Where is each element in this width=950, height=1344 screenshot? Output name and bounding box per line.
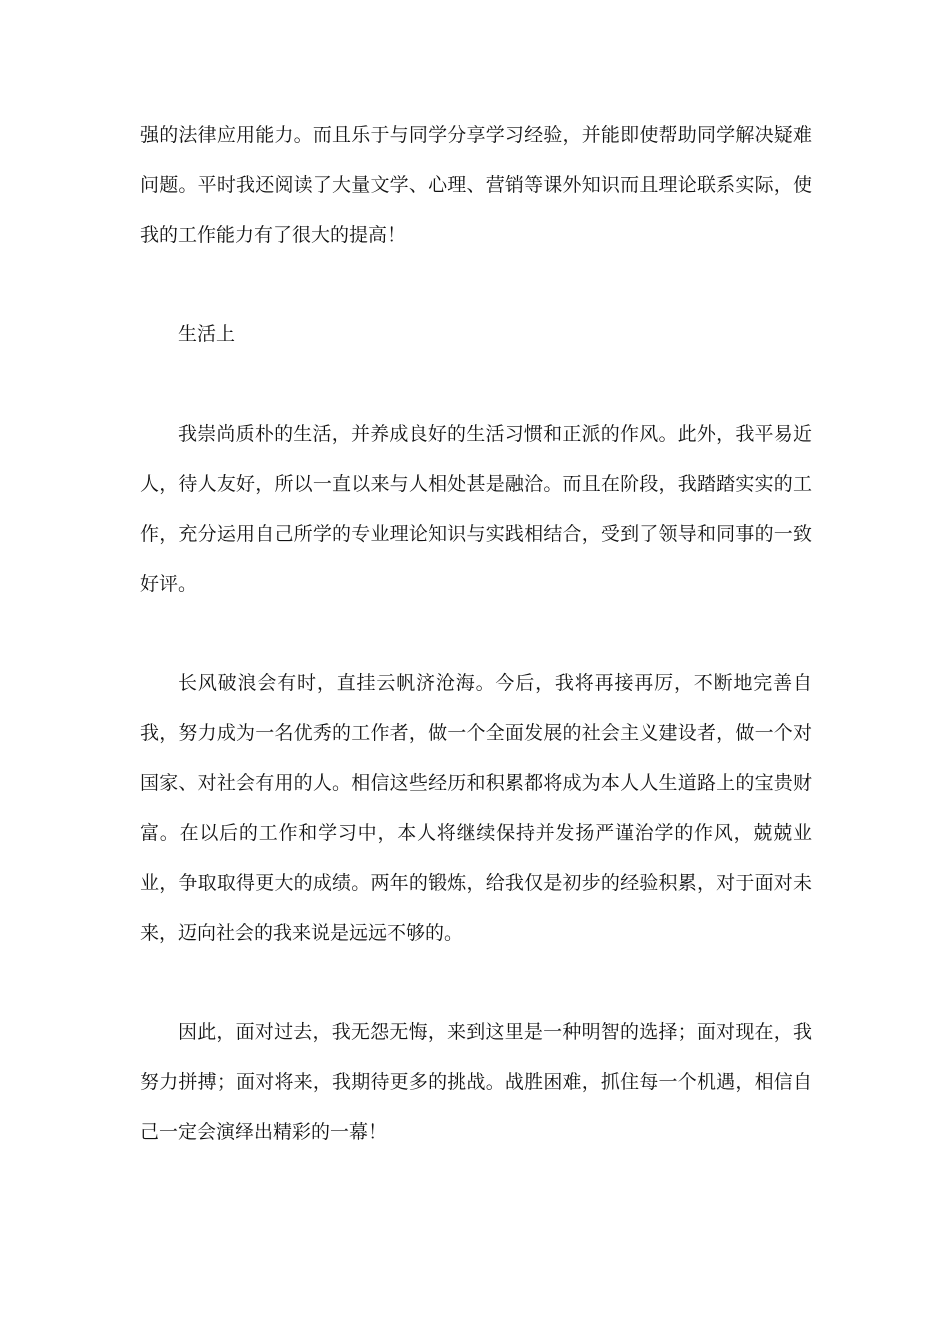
paragraph-conclusion: 因此，面对过去，我无怨无悔，来到这里是一种明智的选择；面对现在，我努力拼搏；面对将来，我期待更多的挑战。战胜困难，抓住每一个机遇，相信自己一定会演绎出精彩的一幕！ — [140, 1021, 812, 1143]
paragraph-future: 长风破浪会有时，直挂云帆济沧海。今后，我将再接再厉，不断地完善自我，努力成为一名优秀的工作者，做一个全面发展的社会主义建设者，做一个对国家、对社会有用的人。相信这些经历和积累都将成为本人人生道路上的宝贵财富。在以后的工作和学习中，本人将继续保持并发扬严谨治学的作风，兢兢业业，争取取得更大的成绩。两年的锻炼，给我仅是初步的经验积累，对于面对未来，迈向社会的我来说是远远不够的。 — [140, 672, 812, 944]
paragraph-life: 我崇尚质朴的生活，并养成良好的生活习惯和正派的作风。此外，我平易近人，待人友好，所以一直以来与人相处甚是融洽。而且在阶段，我踏踏实实的工作，充分运用自己所学的专业理论知识与实践相结合，受到了领导和同事的一致好评。 — [140, 423, 812, 595]
paragraph-study-continued: 强的法律应用能力。而且乐于与同学分享学习经验，并能即使帮助同学解决疑难问题。平时我还阅读了大量文学、心理、营销等课外知识而且理论联系实际，使我的工作能力有了很大的提高！ — [140, 124, 812, 246]
section-heading-life: 生活上 — [178, 323, 236, 345]
